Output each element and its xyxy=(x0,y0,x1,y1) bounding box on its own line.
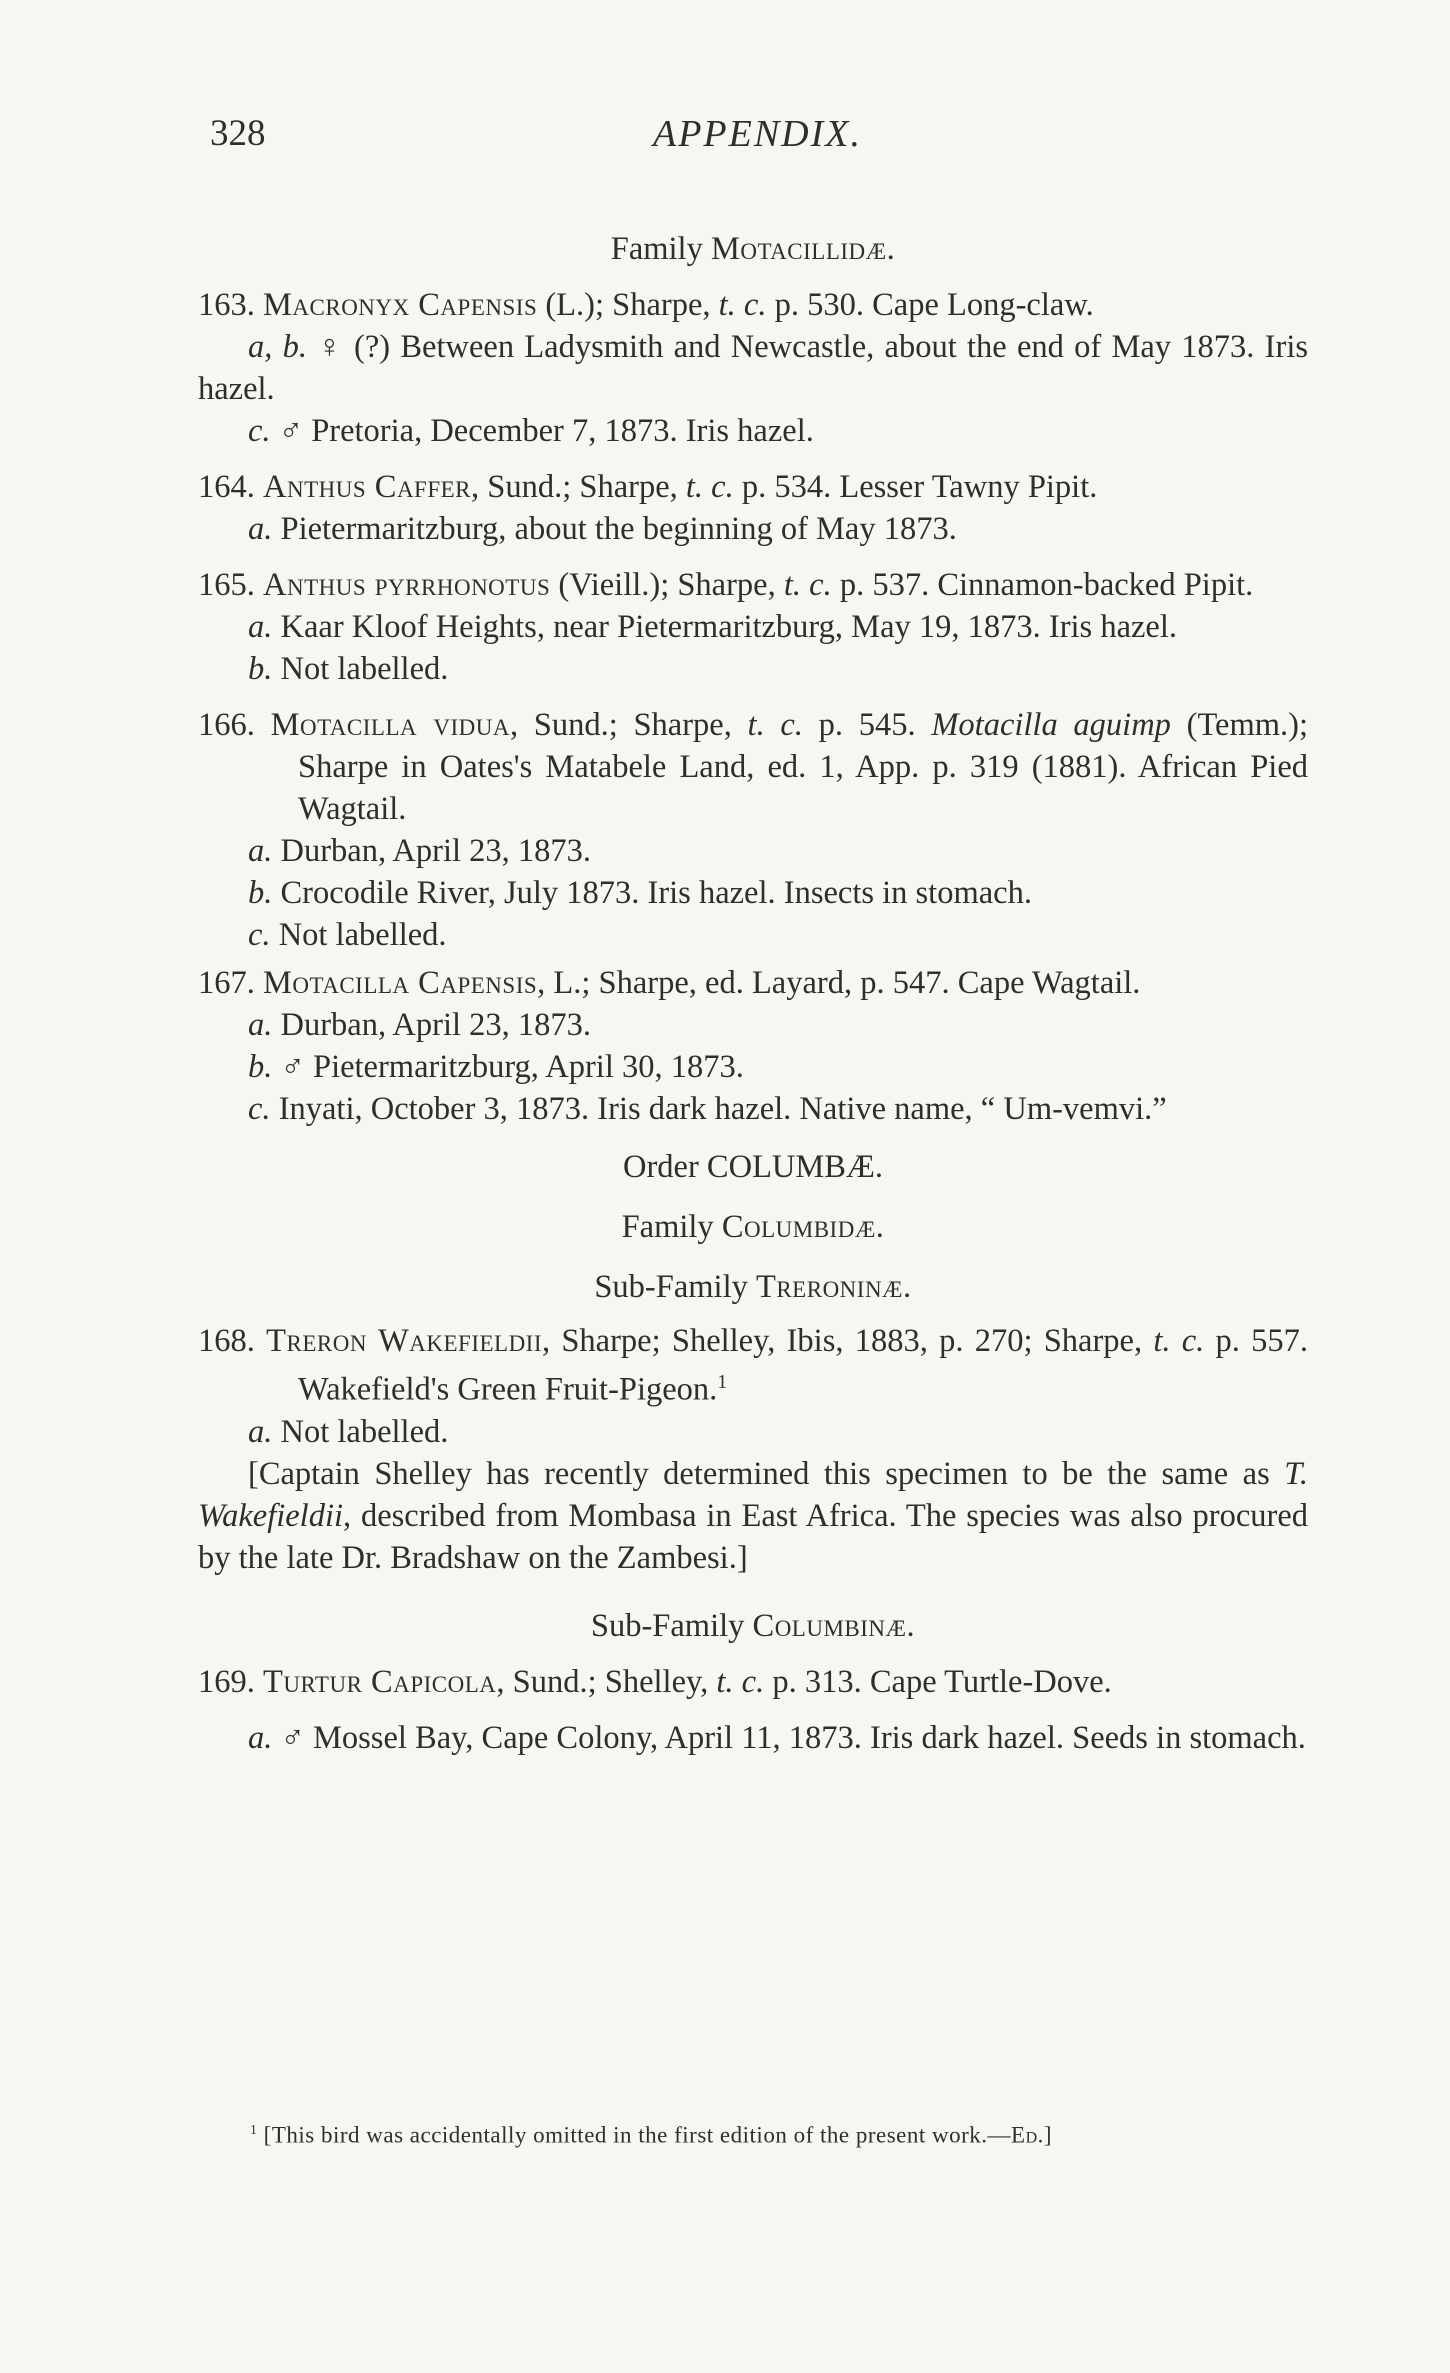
entry-text: , Sund.; Sharpe, xyxy=(471,469,686,505)
specimen-label: b. xyxy=(248,651,273,687)
family-heading-motacillidae xyxy=(198,228,1308,270)
specimen-a xyxy=(198,830,1308,872)
specimen-text: Kaar Kloof Heights, near Pietermaritzburg, May 19, 1873. Iris hazel. xyxy=(272,609,1177,645)
specimen-text: Durban, April 23, 1873. xyxy=(272,1007,592,1043)
specimen-text: Not labelled. xyxy=(270,917,447,953)
specimen-label: a, b. xyxy=(248,329,308,365)
heading-prefix: Family xyxy=(621,1209,722,1245)
specimen-label: a. xyxy=(248,1413,273,1450)
specimen-text: Crocodile River, July 1873. Iris hazel. Insects in stomach. xyxy=(272,875,1032,911)
entry-number: 169. xyxy=(198,1663,263,1700)
specimen-label: a. xyxy=(248,833,273,869)
footnote-end: ] xyxy=(1043,2122,1053,2148)
specimen-text: Inyati, October 3, 1873. Iris dark hazel. Native name, “ Um-vemvi.” xyxy=(270,1091,1167,1127)
specimen-text: Pietermaritzburg, about the beginning of May 1873. xyxy=(272,511,957,547)
note-text-2: , described from Mombasa in East Africa. The species was also procured by the late Dr. Bradshaw on the Zambesi.] xyxy=(198,1497,1308,1576)
entry-text: (Vieill.); Sharpe, xyxy=(550,567,784,603)
synonym-name: Motacilla aguimp xyxy=(931,707,1171,743)
citation-abbrev: t. c. xyxy=(716,1663,765,1700)
specimen-text: ♂ Pretoria, December 7, 1873. Iris hazel. xyxy=(270,413,814,449)
footnote xyxy=(250,2115,1310,2150)
species-name: Anthus pyrrhonotus xyxy=(263,567,551,603)
citation-abbrev: t. c. xyxy=(747,707,803,743)
specimen-a xyxy=(198,1717,1308,1759)
specimen-text: Not labelled. xyxy=(272,651,449,687)
specimen-c xyxy=(198,914,1308,956)
subfamily-heading-treroninae xyxy=(198,1266,1308,1308)
specimen-a xyxy=(198,1411,1308,1453)
entry-164 xyxy=(198,466,1308,550)
specimen-text: Not labelled. xyxy=(272,1413,449,1450)
entry-text: , Sharpe; Shelley, Ibis, 1883, p. 270; Sharpe, xyxy=(542,1323,1154,1359)
entry-title xyxy=(198,284,1308,326)
species-name: Macronyx Capensis xyxy=(263,287,538,323)
heading-prefix: Sub-Family xyxy=(590,1607,753,1644)
entry-text-2: p. 537. Cinnamon-backed Pipit. xyxy=(831,567,1254,603)
heading-name: Motacillidæ. xyxy=(710,231,896,267)
species-name: Motacilla vidua xyxy=(270,707,510,743)
entry-163 xyxy=(198,284,1308,452)
specimen-label: a. xyxy=(248,1719,273,1756)
entry-text-2: p. 545. xyxy=(802,707,932,743)
entry-text-2: p. 557. Wakefield's Green Fruit-Pigeon. xyxy=(298,1323,1309,1408)
heading-name: Treroninæ. xyxy=(755,1269,912,1305)
footnote-editor: Ed. xyxy=(1011,2122,1044,2148)
specimen-ab xyxy=(198,326,1308,410)
entry-text-2: p. 313. Cape Turtle-Dove. xyxy=(764,1663,1112,1700)
entry-number: 166. xyxy=(198,707,271,743)
specimen-b xyxy=(198,872,1308,914)
entry-title xyxy=(198,1320,1308,1411)
heading-prefix: Sub-Family xyxy=(594,1269,756,1305)
entry-title xyxy=(198,564,1308,606)
heading-name: Columbinæ. xyxy=(752,1607,916,1644)
citation-abbrev: t. c. xyxy=(685,469,734,505)
entry-title xyxy=(198,466,1308,508)
species-name: Anthus Caffer xyxy=(263,469,472,505)
entry-169 xyxy=(198,1661,1308,1759)
specimen-text: ♀ (?) Between Ladysmith and Newcastle, about the end of May 1873. Iris hazel. xyxy=(198,329,1308,407)
entry-text-2: p. 530. Cape Long-claw. xyxy=(766,287,1094,323)
specimen-label: b. xyxy=(248,1049,273,1085)
entry-text: , Sund.; Shelley, xyxy=(496,1663,717,1700)
subfamily-heading-columbinae xyxy=(198,1605,1308,1647)
entry-number: 164. xyxy=(198,469,263,505)
note-text: [Captain Shelley has recently determined this specimen to be the same as xyxy=(248,1455,1285,1492)
order-heading: Order COLUMBÆ. xyxy=(623,1149,883,1185)
specimen-b xyxy=(198,1046,1308,1088)
specimen-label: a. xyxy=(248,511,273,547)
specimen-label: c. xyxy=(248,1091,271,1127)
entry-165 xyxy=(198,564,1308,690)
species-name: Motacilla Capensis xyxy=(263,965,538,1001)
entry-title xyxy=(198,1661,1308,1703)
page-number: 328 xyxy=(210,113,266,154)
entry-number: 165. xyxy=(198,567,263,603)
specimen-text: ♂ Pietermaritzburg, April 30, 1873. xyxy=(272,1049,744,1085)
species-name: Treron Wakefieldii xyxy=(266,1323,542,1359)
specimen-a xyxy=(198,606,1308,648)
entry-text: , Sund.; Sharpe, xyxy=(509,707,748,743)
entry-number: 163. xyxy=(198,287,263,323)
entry-text-2: p. 534. Lesser Tawny Pipit. xyxy=(733,469,1098,505)
specimen-c xyxy=(198,1088,1308,1130)
note-species: T. Wakefieldii xyxy=(198,1455,1308,1534)
entry-166 xyxy=(198,704,1308,956)
entry-number: 168. xyxy=(198,1323,267,1359)
entry-text: (L.); Sharpe, xyxy=(537,287,719,323)
citation-abbrev: t. c. xyxy=(783,567,832,603)
specimen-a xyxy=(198,508,1308,550)
family-heading-columbidae xyxy=(198,1206,1308,1248)
specimen-label: b. xyxy=(248,875,273,911)
specimen-c xyxy=(198,410,1308,452)
entry-text-3: (Temm.); Sharpe in Oates's Matabele Land, ed. 1, App. p. 319 (1881). African Pied Wagtail. xyxy=(298,707,1308,827)
footnote-mark: 1 xyxy=(250,2122,258,2137)
footnote-text: [This bird was accidentally omitted in the first edition of the present work.— xyxy=(257,2122,1012,2148)
editor-note xyxy=(198,1453,1308,1579)
entry-168 xyxy=(198,1320,1308,1579)
specimen-label: c. xyxy=(248,413,271,449)
specimen-text: Durban, April 23, 1873. xyxy=(272,833,592,869)
running-head: APPENDIX. xyxy=(652,113,862,155)
specimen-label: a. xyxy=(248,609,273,645)
heading-name: Columbidæ. xyxy=(721,1209,885,1245)
specimen-a xyxy=(198,1004,1308,1046)
specimen-label: a. xyxy=(248,1007,273,1043)
entry-167 xyxy=(198,962,1308,1130)
page-header xyxy=(210,112,1305,164)
citation-abbrev: t. c. xyxy=(1153,1323,1205,1359)
entry-text: , L.; Sharpe, ed. Layard, p. 547. Cape Wagtail. xyxy=(537,965,1141,1001)
entry-number: 167. xyxy=(198,965,263,1001)
entry-title xyxy=(198,704,1308,830)
page-body xyxy=(198,228,1308,1759)
footnote-ref: 1 xyxy=(717,1372,728,1393)
entry-title xyxy=(198,962,1308,1004)
specimen-text: ♂ Mossel Bay, Cape Colony, April 11, 1873. Iris dark hazel. Seeds in stomach. xyxy=(272,1719,1306,1756)
citation-abbrev: t. c. xyxy=(718,287,767,323)
species-name: Turtur Capicola xyxy=(263,1663,497,1700)
specimen-label: c. xyxy=(248,917,271,953)
specimen-b xyxy=(198,648,1308,690)
heading-prefix: Family xyxy=(610,231,711,267)
